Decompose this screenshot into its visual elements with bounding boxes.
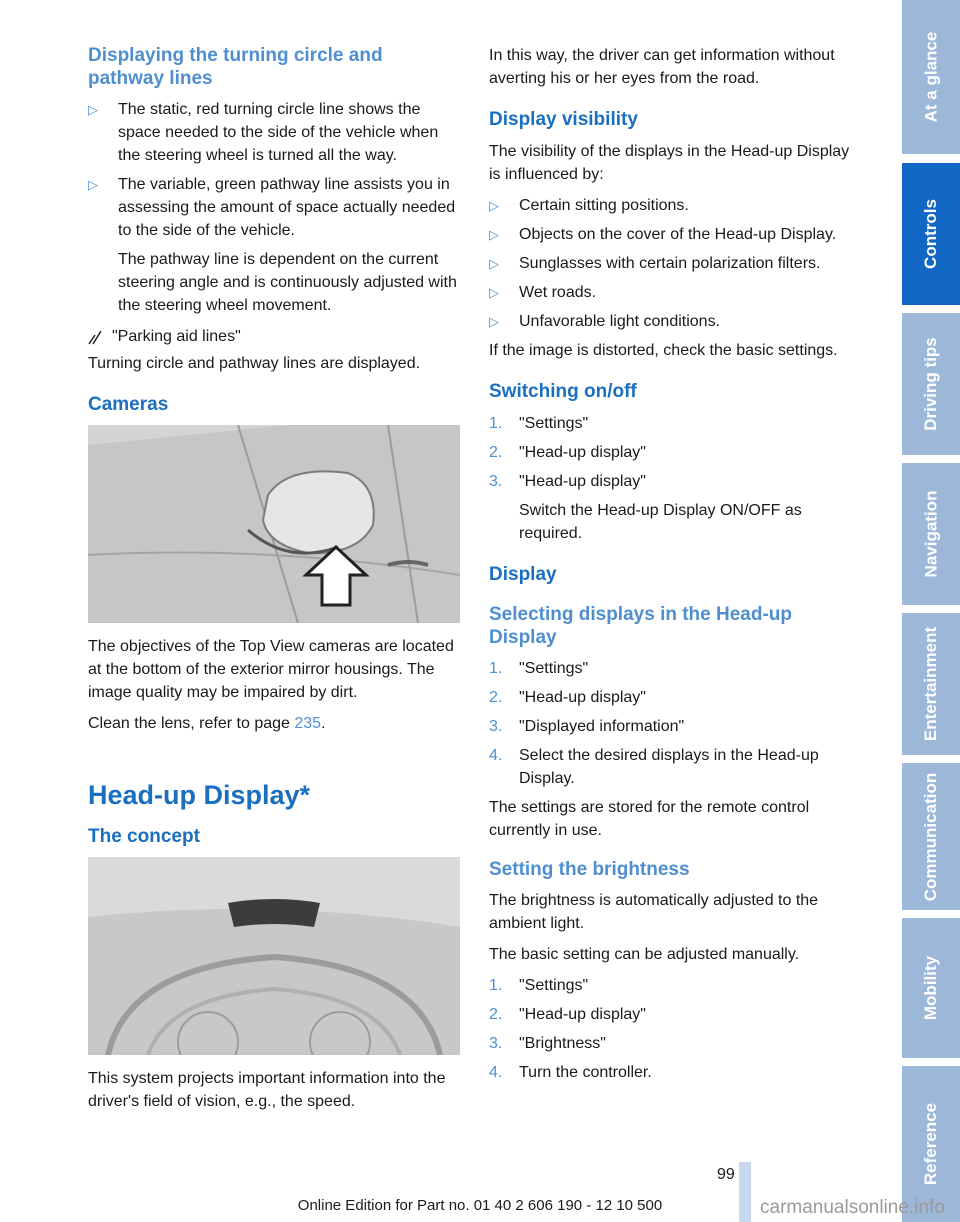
head-up-display-image — [88, 857, 460, 1055]
distorted-text: If the image is distorted, check the basic settings. — [489, 342, 838, 359]
footer — [0, 1197, 960, 1218]
list-item: ▷ The variable, green pathway line assists you in assessing the amount of space actually needed to the side of the vehicle. The pathway line is dependent on the current steering angle and is continuously adjusted with the steering wheel movement. — [88, 173, 462, 317]
footer-text: Online Edition for Part no. 01 40 2 606 190 - 12 10 500 — [297, 1197, 663, 1214]
heading-display: Display — [489, 564, 557, 585]
selecting-note: The settings are stored for the remote control currently in use. — [489, 799, 810, 839]
switching-steps — [489, 412, 861, 545]
page-link[interactable]: 235 — [294, 715, 322, 732]
heading-display-visibility: Display visibility — [489, 109, 638, 130]
list-item: 2. "Head-up display" — [489, 1006, 646, 1023]
tab-at-a-glance[interactable]: At a glance — [902, 0, 960, 154]
tab-controls[interactable]: Controls — [902, 163, 960, 305]
list-item: ▷ Sunglasses with certain polarization filters. — [489, 252, 861, 275]
chapter-tabs — [902, 0, 960, 1222]
list-item: 3. "Displayed information" — [489, 718, 685, 735]
list-item: ▷ Certain sitting positions. — [489, 194, 861, 217]
switching-note: Switch the Head-up Display ON/OFF as required. — [519, 502, 802, 542]
brightness-steps — [489, 974, 861, 1084]
tab-driving-tips[interactable]: Driving tips — [902, 313, 960, 455]
brightness-text-2: The basic setting can be adjusted manually. — [489, 946, 800, 963]
tab-mobility[interactable]: Mobility — [902, 918, 960, 1058]
right-column — [489, 44, 861, 1090]
cameras-text: The objectives of the Top View cameras are located at the bottom of the exterior mirror housings. The image quality may be impaired by dirt. — [88, 638, 454, 701]
selecting-steps — [489, 657, 861, 790]
tab-navigation[interactable]: Navigation — [902, 463, 960, 605]
pathway-line-note: The pathway line is dependent on the current steering angle and is continuously adjusted with the steering wheel movement. — [118, 251, 457, 314]
triangle-bullet-icon: ▷ — [88, 102, 98, 117]
heading-brightness: Setting the brightness — [489, 859, 690, 880]
list-item: 4. Turn the controller. — [489, 1064, 652, 1081]
triangle-bullet-icon: ▷ — [88, 177, 98, 192]
list-item: 3. "Brightness" — [489, 1035, 606, 1052]
heading-selecting-displays: Selecting displays in the Head-up Display — [489, 604, 793, 648]
triangle-bullet-icon: ▷ — [489, 227, 499, 242]
heading-concept: The concept — [88, 826, 200, 847]
list-item: 4. Select the desired displays in the Head-up Display. — [489, 747, 819, 787]
list-item: 1. "Settings" — [489, 977, 589, 994]
triangle-bullet-icon: ▷ — [489, 198, 499, 213]
triangle-bullet-icon: ▷ — [489, 285, 499, 300]
tab-entertainment[interactable]: Entertainment — [902, 613, 960, 755]
list-item: ▷ The static, red turning circle line shows the space needed to the side of the vehicle when the steering wheel is turned all the way. — [88, 98, 462, 167]
turning-bullets — [88, 98, 462, 317]
list-item: ▷ Wet roads. — [489, 281, 861, 304]
page-number: 99 — [717, 1166, 735, 1183]
mirror-camera-image — [88, 425, 460, 623]
triangle-bullet-icon: ▷ — [489, 256, 499, 271]
tab-communication[interactable]: Communication — [902, 763, 960, 910]
heading-head-up-display: Head-up Display* — [88, 780, 311, 810]
footer-site: carmanualsonline.info — [760, 1197, 945, 1218]
turning-displayed-text: Turning circle and pathway lines are displayed. — [88, 355, 421, 372]
heading-turning-circle: Displaying the turning circle and pathway lines — [88, 45, 383, 89]
visibility-bullets — [489, 194, 861, 333]
list-item: ▷ Unfavorable light conditions. — [489, 310, 861, 333]
list-item: 2. "Head-up display" — [489, 444, 646, 461]
tab-reference[interactable]: Reference — [902, 1066, 960, 1222]
clean-lens-text: Clean the lens, refer to page 235. — [88, 715, 326, 732]
heading-switching: Switching on/off — [489, 381, 637, 402]
visibility-text: The visibility of the displays in the Head-up Display is influenced by: — [489, 143, 850, 183]
list-item: 3. "Head-up display" Switch the Head-up Display ON/OFF as required. — [489, 470, 861, 545]
intro-text: In this way, the driver can get information without averting his or her eyes from the road. — [489, 47, 835, 87]
brightness-text-1: The brightness is automatically adjusted to the ambient light. — [489, 892, 819, 932]
left-column — [88, 44, 462, 1121]
parking-aid-line: "Parking aid lines" — [88, 325, 462, 348]
triangle-bullet-icon: ▷ — [489, 314, 499, 329]
checkmark-icon — [88, 329, 104, 345]
heading-cameras: Cameras — [88, 394, 169, 415]
list-item: 2. "Head-up display" — [489, 689, 646, 706]
concept-text: This system projects important information into the driver's field of vision, e.g., the speed. — [88, 1070, 446, 1110]
list-item: 1. "Settings" — [489, 660, 589, 677]
list-item: 1. "Settings" — [489, 415, 589, 432]
list-item: ▷ Objects on the cover of the Head-up Display. — [489, 223, 861, 246]
